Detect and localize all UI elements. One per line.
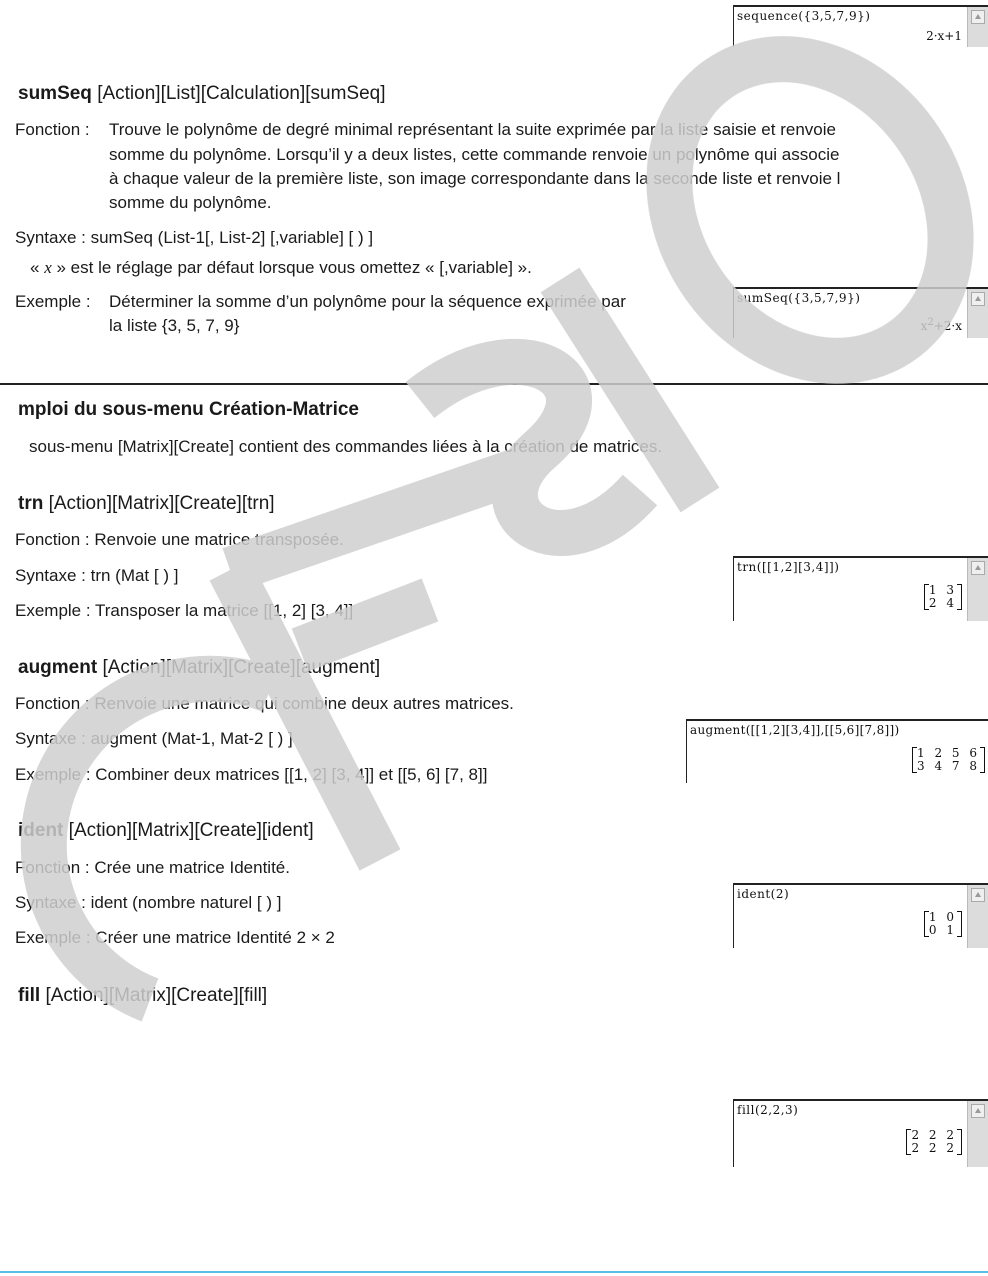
trn-heading [18,492,275,516]
command-name: trn [18,493,44,514]
sumseq-heading [18,82,386,106]
trn-screen [733,556,988,621]
ident-screen [733,883,988,948]
scrollbar[interactable] [967,885,988,948]
fonction-line: Trouve le polynôme de degré minimal représentant la suite exprimée par la liste saisie et renvoie [109,120,836,139]
syntax-line: Syntaxe : augment (Mat-1, Mat-2 [ ) ] [15,729,293,748]
fonction-line: à chaque valeur de la première liste, son image correspondante dans la seconde liste et renvoie l [109,169,841,188]
fonction-line: somme du polynôme. [109,193,272,212]
exemple-line: Exemple : Transposer la matrice [[1, 2] [3, 4]] [15,601,354,620]
matrix-output: 1 3 2 4 [924,584,962,610]
syntax-line: Syntaxe : sumSeq (List-1[, List-2] [,variable] [ ) ] [15,228,374,247]
scroll-up-icon[interactable] [971,888,985,902]
scroll-up-icon[interactable] [971,10,985,24]
command-path: [Action][Matrix][Create][fill] [45,985,268,1006]
exemple-label: Exemple : [15,292,91,311]
section-intro: sous-menu [Matrix][Create] contient des commandes liées à la création de matrices. [29,437,663,456]
fonction-label: Fonction : [15,120,90,139]
scrollbar[interactable] [967,289,988,338]
screen-output: 2·x+1 [926,29,962,43]
command-path: [Action][List][Calculation][sumSeq] [97,83,386,104]
fill-screen [733,1099,988,1167]
section-divider [0,383,988,385]
sumseq-screen [733,287,988,338]
matrix-output: 1 2 5 6 3 4 7 8 [912,747,985,773]
exemple-line: Déterminer la somme d’un polynôme pour la séquence exprimée par [109,292,626,311]
augment-screen [686,719,988,783]
augment-heading [18,656,380,680]
screen-input: ident(2) [737,887,790,901]
watermark-letter-o [612,4,988,415]
command-name: augment [18,657,98,678]
command-path: [Action][Matrix][Create][augment] [102,657,381,678]
matrix-output: 1 0 0 1 [924,911,962,937]
syntax-line: Syntaxe : trn (Mat [ ) ] [15,566,179,585]
screen-input: fill(2,2,3) [737,1103,799,1117]
screen-input: augment([[1,2][3,4]],[[5,6][7,8]]) [690,723,900,737]
exemple-line: la liste {3, 5, 7, 9} [109,316,240,335]
fonction-line: Fonction : Renvoie une matrice transposée. [15,530,344,549]
section-title: mploi du sous-menu Création-Matrice [18,399,359,420]
scroll-up-icon[interactable] [971,1104,985,1118]
exemple-line: Exemple : Combiner deux matrices [[1, 2] [3, 4]] et [[5, 6] [7, 8]] [15,765,488,784]
command-path: [Action][Matrix][Create][ident] [68,820,314,841]
scrollbar[interactable] [967,1101,988,1167]
fonction-line: somme du polynôme. Lorsqu’il y a deux listes, cette commande renvoie un polynôme qui associe [109,145,840,164]
command-name: ident [18,820,64,841]
ident-heading [18,819,314,843]
exemple-line: Exemple : Créer une matrice Identité 2 × 2 [15,928,335,947]
fonction-line: Fonction : Crée une matrice Identité. [15,858,290,877]
matrix-output: 2 2 2 2 2 2 [906,1129,962,1155]
scrollbar[interactable] [967,558,988,621]
screen-input: sumSeq({3,5,7,9}) [737,291,861,305]
screen-input: sequence({3,5,7,9}) [737,9,871,23]
screen-input: trn([[1,2][3,4]]) [737,560,840,574]
fill-heading [18,984,267,1008]
command-path: [Action][Matrix][Create][trn] [48,493,275,514]
fonction-line: Fonction : Renvoie une matrice qui combine deux autres matrices. [15,694,514,713]
default-note: « x » est le réglage par défaut lorsque vous omettez « [,variable] ». [30,258,532,277]
page-bottom-rule [0,1271,988,1273]
sequence-screen [733,5,988,47]
command-name: fill [18,985,41,1006]
syntax-line: Syntaxe : ident (nombre naturel [ ) ] [15,893,282,912]
scrollbar[interactable] [967,7,988,47]
scroll-up-icon[interactable] [971,292,985,306]
command-name: sumSeq [18,83,92,104]
scroll-up-icon[interactable] [971,561,985,575]
screen-output: $x^2+2\cdot x$ [920,317,962,333]
